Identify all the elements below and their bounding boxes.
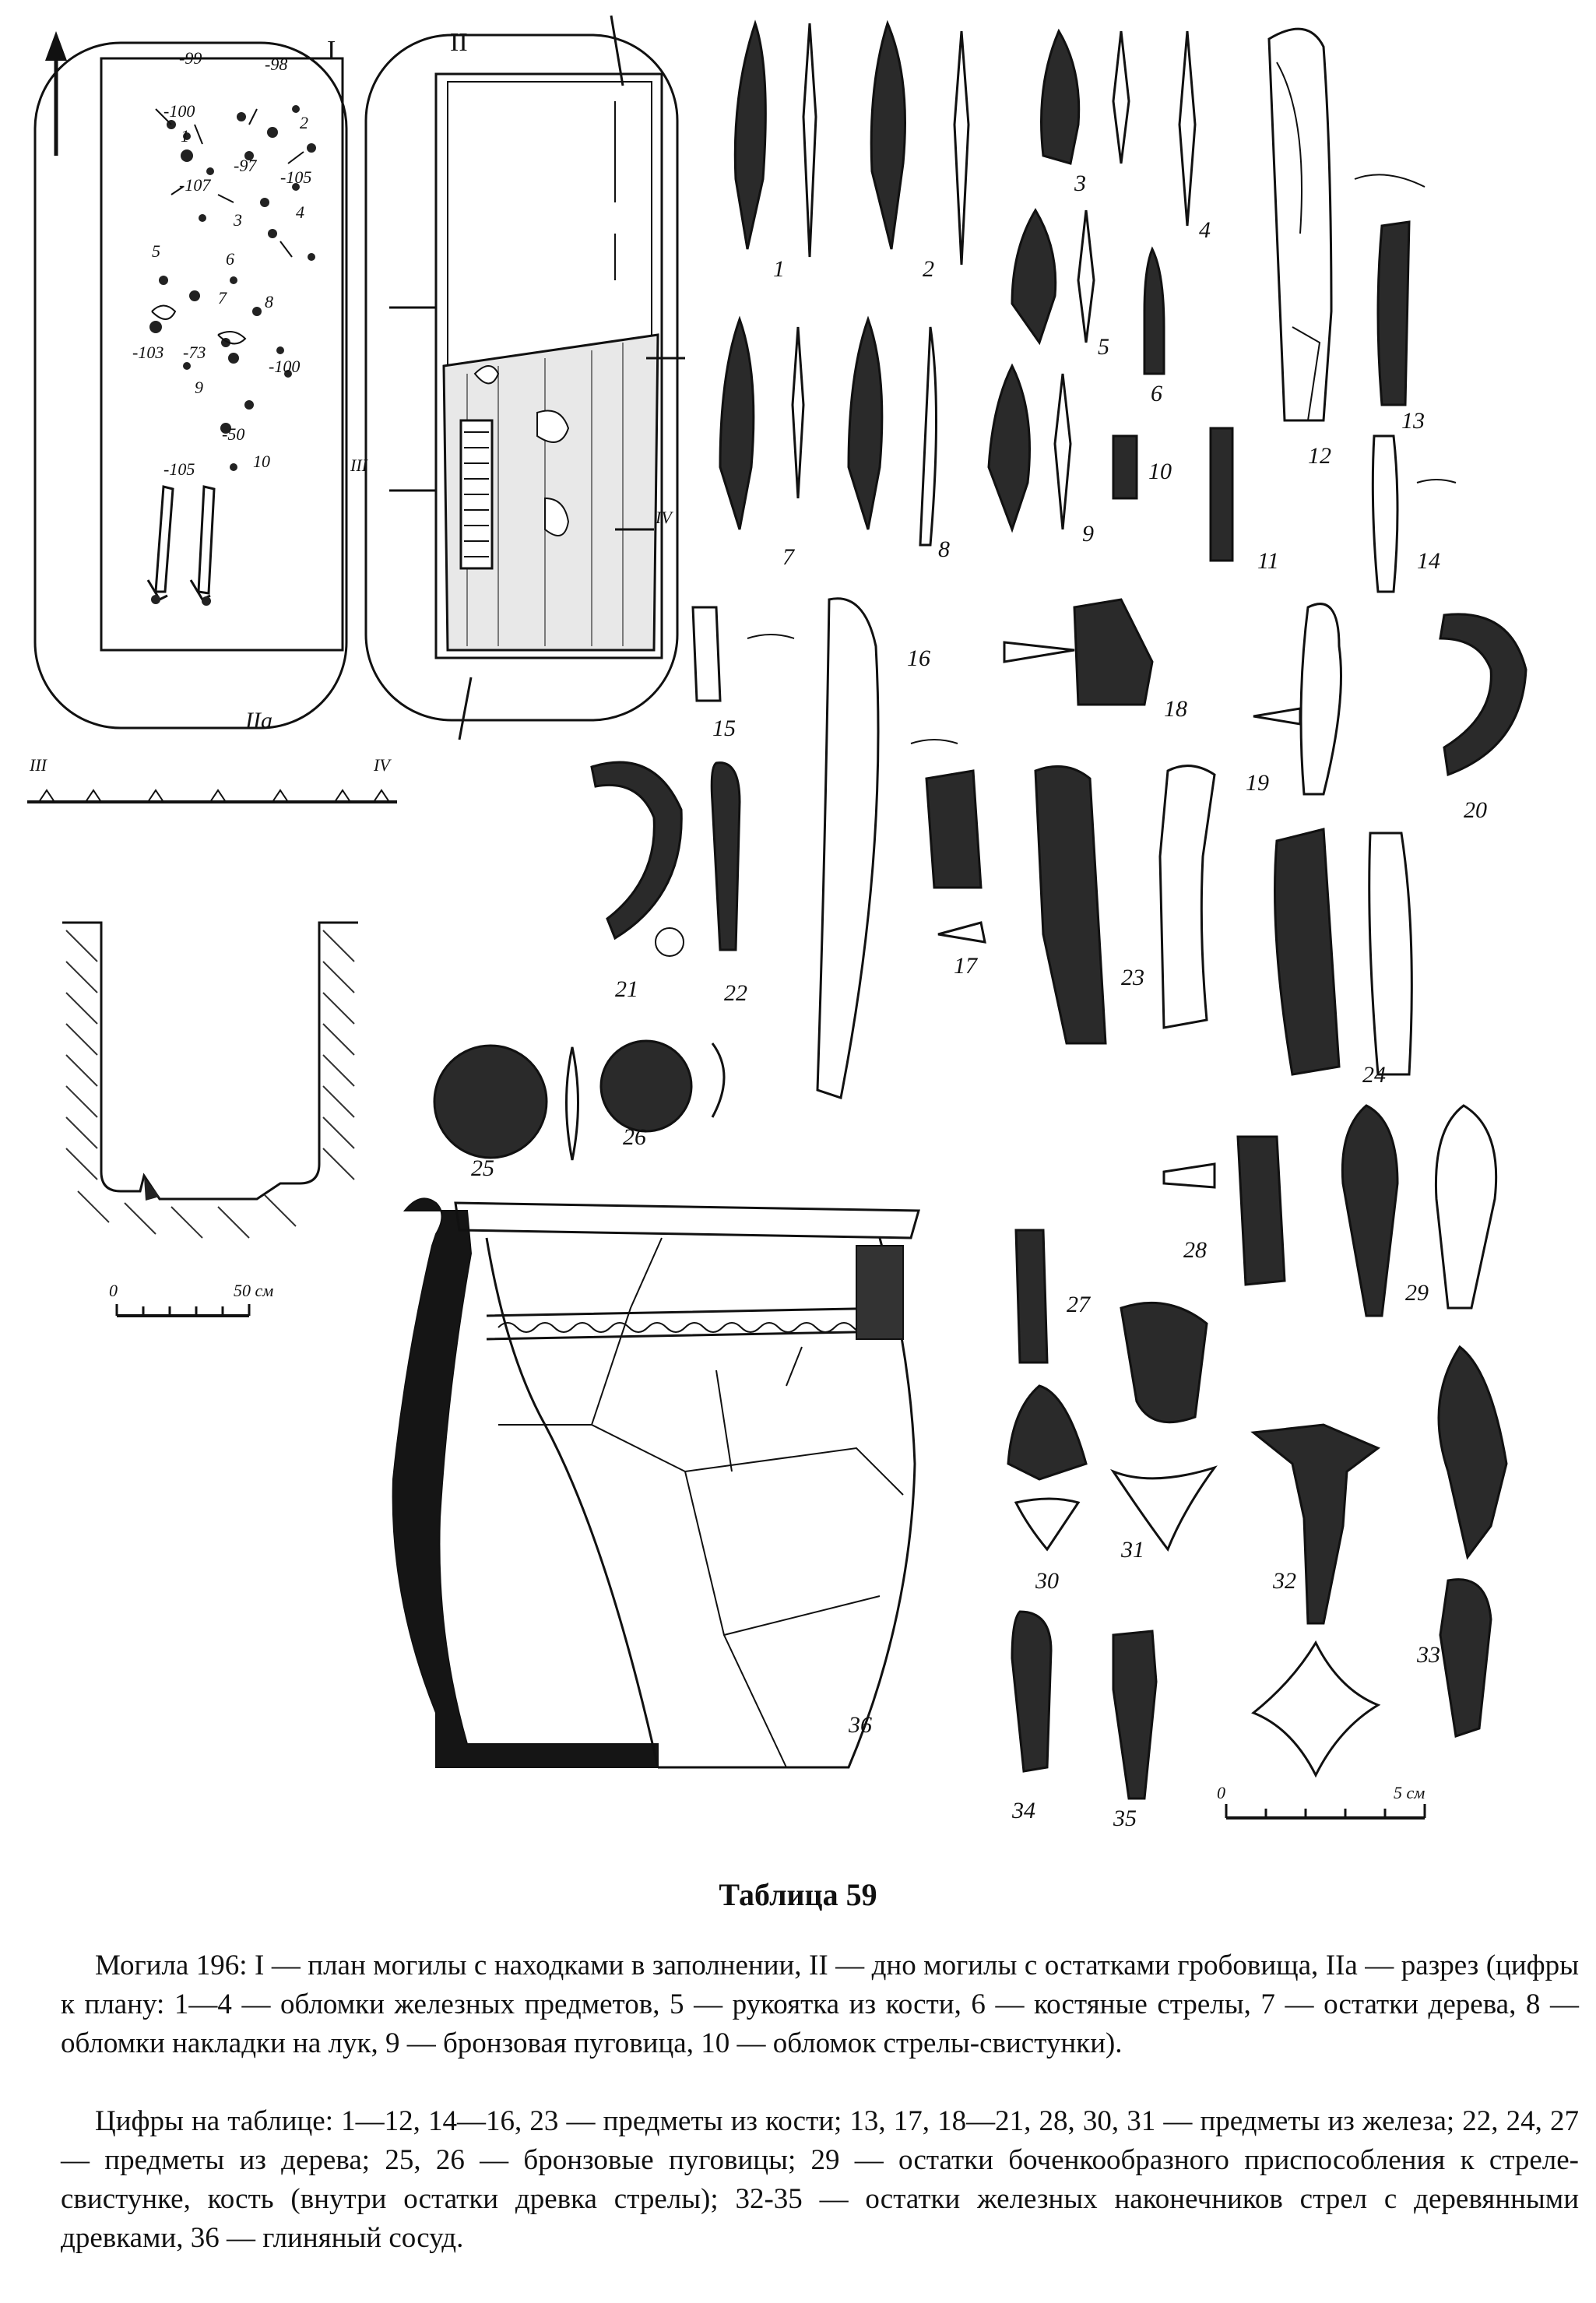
plan-depth-label: -73	[183, 343, 206, 362]
item-number-32: 32	[1273, 1568, 1296, 1594]
item-number-33: 33	[1417, 1642, 1440, 1668]
item-number-28: 28	[1183, 1237, 1207, 1263]
artifact-10	[1113, 436, 1137, 498]
section-ground-line	[27, 790, 397, 802]
item-number-3: 3	[1074, 171, 1086, 196]
plan-depth-label: -105	[163, 459, 195, 479]
section-III-label: III	[30, 755, 47, 775]
item-number-27: 27	[1067, 1292, 1090, 1317]
plan-I-label: I	[327, 36, 336, 65]
item-number-11: 11	[1257, 548, 1279, 574]
item-number-12: 12	[1308, 443, 1331, 469]
item-number-22: 22	[724, 980, 747, 1006]
grave-profile	[62, 923, 358, 1238]
artifact-26	[601, 1041, 724, 1131]
grave-plan-II	[366, 16, 685, 740]
artifact-23	[1035, 766, 1215, 1043]
artifact-15	[693, 607, 794, 701]
plan-number-label: 6	[226, 249, 234, 269]
artifact-13	[1378, 222, 1409, 405]
artifact-30	[1008, 1386, 1086, 1549]
artifact-17	[926, 771, 985, 942]
item-number-15: 15	[712, 716, 736, 741]
plan-depth-label: -100	[163, 101, 195, 121]
plan-depth-label: -98	[265, 54, 288, 74]
plan-number-label: 9	[195, 378, 203, 397]
item-number-13: 13	[1401, 408, 1425, 434]
item-number-10: 10	[1148, 459, 1172, 484]
artifact-7	[720, 319, 803, 529]
artifact-11	[1211, 428, 1232, 561]
plan-II-label: II	[450, 28, 468, 57]
artifact-2	[871, 23, 968, 265]
caption-paragraph-2: Цифры на таблице: 1—12, 14—16, 23 — предметы из кости; 13, 17, 18—21, 28, 30, 31 — предметы из железа; 22, 24, 27 — предметы из дерева; 25, 26 — бронзовые пуговицы; 29 — остатки боченкообразного приспособления к стреле-свистунке, кость (внутри остатки древка стрелы); 32-35 — остатки железных наконечников стрел с деревянными древками, 36 — глиняный сосуд.	[61, 2105, 1579, 2254]
item-number-19: 19	[1246, 770, 1269, 796]
artifact-5	[1012, 210, 1094, 343]
item-number-26: 26	[623, 1124, 646, 1150]
item-number-16: 16	[907, 645, 930, 671]
scale-zero-label: 0	[109, 1281, 118, 1300]
artifact-3	[1042, 31, 1130, 163]
plan-depth-label: -50	[222, 424, 245, 444]
caption-paragraph-1: Могила 196: I — план могилы с находками в заполнении, II — дно могилы с остатками гробовища, IIa — разрез (цифры к плану: 1—4 — обломки железных предметов, 5 — рукоятка из кости, 6 — костяные стрелы, 7 — остатки дерева, 8 — обломки накладки на лук, 9 — бронзовая пуговица, 10 — обломок стрелы-свистунки).	[61, 1950, 1579, 2059]
item-number-2: 2	[923, 256, 934, 282]
plan-depth-label: -97	[234, 156, 257, 175]
item-number-18: 18	[1164, 696, 1187, 722]
plan-depth-label: -103	[132, 343, 164, 362]
section-IV-label: IV	[374, 755, 390, 775]
artifact-6	[1144, 249, 1164, 374]
artifact-22	[712, 763, 740, 950]
item-number-35: 35	[1113, 1805, 1137, 1831]
plan-number-label: 4	[296, 202, 304, 222]
item-number-6: 6	[1151, 381, 1162, 406]
section-IV-marker: IV	[656, 508, 672, 527]
item-number-5: 5	[1098, 334, 1109, 360]
item-number-31: 31	[1121, 1537, 1144, 1563]
item-number-23: 23	[1121, 965, 1144, 990]
item-number-21: 21	[615, 976, 638, 1002]
plan-depth-label: -100	[269, 357, 301, 376]
item-number-24: 24	[1362, 1062, 1386, 1088]
artifact-31	[1113, 1303, 1215, 1549]
scale-zero-label: 0	[1217, 1783, 1225, 1802]
scale-50cm-label: 50 см	[234, 1281, 274, 1300]
artifact-34	[1012, 1612, 1051, 1771]
item-number-9: 9	[1082, 521, 1094, 547]
artifact-21	[592, 762, 684, 956]
item-number-17: 17	[954, 953, 977, 979]
plan-number-label: 10	[253, 452, 270, 471]
grave-plan-I	[35, 43, 346, 728]
artifact-27	[1016, 1230, 1047, 1362]
artifact-36-vessel	[393, 1198, 919, 1767]
plan-depth-label: -99	[179, 48, 202, 68]
artifact-8	[849, 319, 937, 545]
plan-number-label: 7	[218, 288, 227, 308]
plan-number-label: 1	[181, 126, 189, 146]
artifact-18	[1004, 599, 1152, 705]
item-number-36: 36	[849, 1712, 872, 1738]
artifact-4	[1179, 31, 1195, 226]
artifact-20	[1440, 614, 1526, 775]
item-number-1: 1	[773, 256, 785, 282]
artifact-14	[1373, 436, 1456, 592]
artifact-25	[434, 1046, 578, 1160]
artifact-19	[1253, 604, 1341, 794]
plan-number-label: 3	[234, 210, 242, 230]
item-number-4: 4	[1199, 217, 1211, 243]
item-number-7: 7	[782, 544, 794, 570]
artifact-28	[1164, 1137, 1285, 1285]
item-number-14: 14	[1417, 548, 1440, 574]
scale-bar-50cm	[117, 1304, 249, 1316]
scale-bar-5cm	[1226, 1804, 1425, 1818]
plan-depth-label: -105	[280, 167, 312, 187]
item-number-25: 25	[471, 1155, 494, 1181]
table-title: Таблица 59	[719, 1877, 877, 1912]
section-IIa-label: IIa	[245, 708, 272, 733]
plan-depth-label: -107	[179, 175, 211, 195]
item-number-20: 20	[1464, 797, 1487, 823]
artifact-24	[1275, 829, 1412, 1074]
artifact-32	[1253, 1425, 1378, 1775]
item-number-30: 30	[1035, 1568, 1059, 1594]
plan-number-label: 8	[265, 292, 273, 311]
artifact-9	[989, 366, 1070, 529]
plan-number-label: 5	[152, 241, 160, 261]
artifact-1	[735, 23, 816, 257]
plan-number-label: 2	[300, 113, 308, 132]
item-number-34: 34	[1012, 1798, 1035, 1823]
north-arrow-icon	[45, 31, 67, 156]
artifact-35	[1113, 1631, 1156, 1798]
item-number-29: 29	[1405, 1280, 1429, 1306]
scale-5cm-label: 5 см	[1394, 1783, 1426, 1802]
artifact-33	[1439, 1347, 1506, 1736]
item-number-8: 8	[938, 536, 950, 562]
section-III-marker: III	[350, 455, 367, 475]
